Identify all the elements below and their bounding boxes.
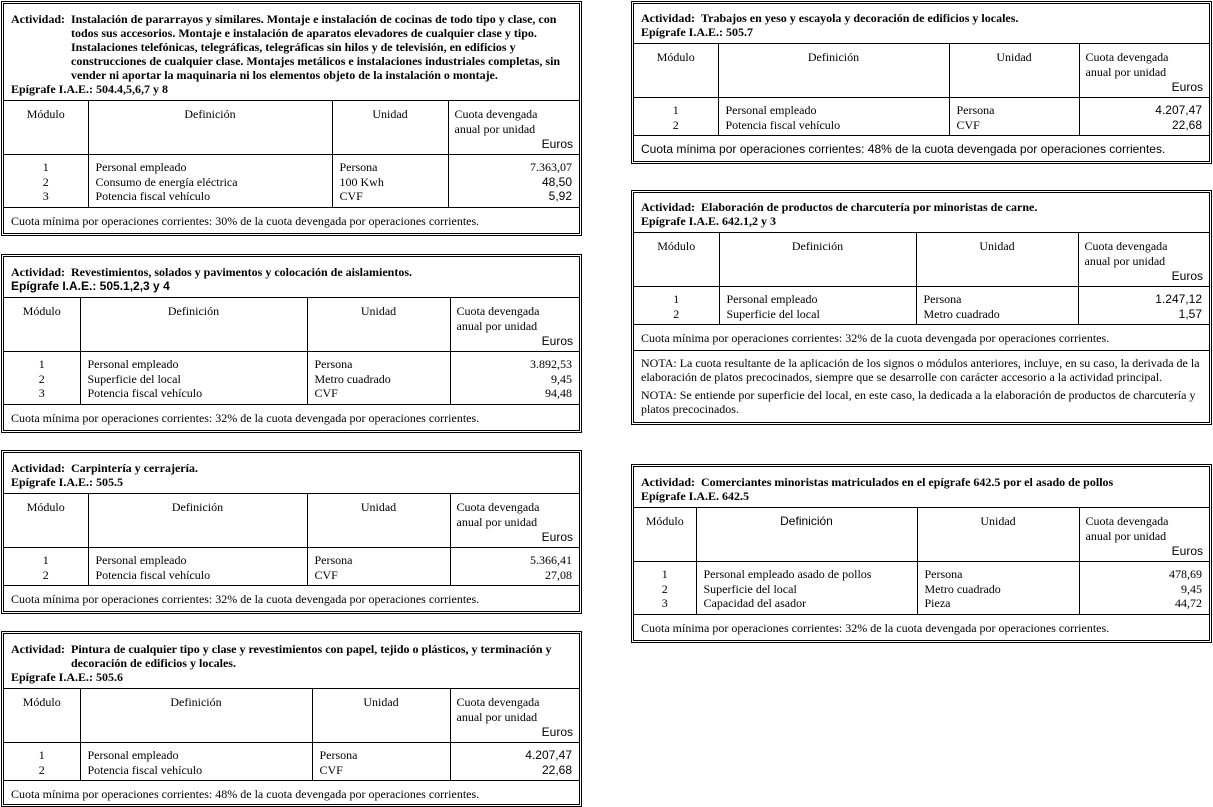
cuota-cell: 478,69 9,45 44,72 bbox=[1079, 562, 1209, 614]
notes bbox=[634, 350, 1209, 422]
activity-text: Revestimientos, solados y pavimentos y colocación de aislamientos. bbox=[71, 265, 412, 279]
col-cuota: Cuota devengada anual por unidad Euros bbox=[1079, 44, 1209, 98]
col-unidad: Unidad bbox=[917, 508, 1079, 562]
cuota-cell: 3.892,53 9,45 94,48 bbox=[450, 352, 579, 404]
col-cuota: Cuota devengada anual por unidad Euros bbox=[450, 689, 579, 743]
definicion-cell: Personal empleado Potencia fiscal vehículo bbox=[718, 98, 949, 136]
col-cuota: Cuota devengada anual por unidad Euros bbox=[448, 101, 579, 155]
epigrafe: Epígrafe I.A.E.: 505.1,2,3 y 4 bbox=[11, 279, 170, 293]
activity-label: Actividad: bbox=[641, 475, 695, 489]
col-definicion: Definición bbox=[88, 494, 307, 548]
module-table-505-6 bbox=[3, 633, 580, 805]
col-modulo: Módulo bbox=[634, 233, 719, 287]
note-paragraph: NOTA: La cuota resultante de la aplicación de los signos o módulos anteriores, incluye, en su caso, la derivada de la elaboración de platos precocinados, siempre que se desarrolle con carácter accesorio a la actividad principal. bbox=[641, 356, 1200, 384]
epigrafe: Epígrafe I.A.E.: 505.5 bbox=[11, 475, 123, 489]
module-table-505-7 bbox=[633, 3, 1210, 162]
cuota-cell: 4.207,47 22,68 bbox=[1079, 98, 1209, 136]
col-modulo: Módulo bbox=[4, 298, 80, 352]
table-body bbox=[634, 98, 1209, 136]
module-table-642-5 bbox=[633, 466, 1210, 641]
activity-text: Trabajos en yeso y escayola y decoración de edificios y locales. bbox=[701, 11, 1019, 25]
activity-text: Carpintería y cerrajería. bbox=[71, 461, 198, 475]
footer-note: Cuota mínima por operaciones corrientes: 48% de la cuota devengada por operaciones corrientes. bbox=[634, 135, 1209, 161]
table-body bbox=[4, 743, 579, 781]
unidad-cell: Persona Metro cuadrado bbox=[916, 287, 1078, 325]
epigrafe: Epígrafe I.A.E. 642.5 bbox=[641, 489, 749, 503]
column-header-row bbox=[634, 233, 1209, 287]
col-definicion: Definición bbox=[696, 508, 917, 562]
table-body bbox=[4, 352, 579, 404]
definicion-cell: Personal empleado Superficie del local bbox=[719, 287, 916, 325]
module-table-505-5 bbox=[3, 452, 580, 612]
activity-text: Instalación de pararrayos y similares. Montaje e instalación de cocinas de todo tipo y clase, con todos sus accesorios. Montaje e instalación de aparatos elevadores de cualquier clase y tipo. Instalaciones telefónicas, telegráficas, telegráficas sin hilos y de televisión, en edificios y construcciones de cualquier clase. Montajes metálicos e instalaciones industriales completas, sin vender ni aportar la maquinaria ni los elementos objeto de la instalación o montaje. bbox=[71, 12, 561, 82]
column-header-row bbox=[4, 101, 579, 155]
activity-label: Actividad: bbox=[11, 12, 65, 26]
col-definicion: Definición bbox=[80, 689, 312, 743]
definicion-cell: Personal empleado Superficie del local Potencia fiscal vehículo bbox=[80, 352, 307, 404]
col-unidad: Unidad bbox=[916, 233, 1078, 287]
table-header bbox=[4, 634, 579, 688]
activity-label: Actividad: bbox=[641, 11, 695, 25]
module-grid bbox=[4, 493, 579, 585]
modulo-cell: 1 2 3 bbox=[38, 357, 45, 400]
column-header-row bbox=[4, 494, 579, 548]
column-header-row bbox=[4, 689, 579, 743]
footer-note: Cuota mínima por operaciones corrientes: 30% de la cuota devengada por operaciones corrientes. bbox=[4, 207, 579, 233]
cuota-cell: 1.247,12 1,57 bbox=[1078, 287, 1209, 325]
table-body bbox=[634, 287, 1209, 325]
cuota-cell: 4.207,47 22,68 bbox=[450, 743, 579, 781]
note-paragraph: NOTA: Se entiende por superficie del local, en este caso, la dedicada a la elaboración de productos de charcutería y platos precocinados. bbox=[641, 388, 1196, 416]
column-header-row bbox=[4, 298, 579, 352]
col-definicion: Definición bbox=[719, 233, 916, 287]
module-table-504 bbox=[3, 3, 580, 234]
module-grid bbox=[4, 297, 579, 404]
module-grid bbox=[634, 507, 1209, 614]
col-cuota: Cuota devengada anual por unidad Euros bbox=[1078, 233, 1209, 287]
table-header bbox=[4, 4, 579, 100]
col-cuota: Cuota devengada anual por unidad Euros bbox=[450, 298, 579, 352]
footer-note: Cuota mínima por operaciones corrientes: 32% de la cuota devengada por operaciones corrientes. bbox=[4, 404, 579, 430]
module-grid bbox=[634, 232, 1209, 324]
modulo-cell: 1 2 3 bbox=[661, 567, 668, 610]
table-header bbox=[634, 467, 1209, 507]
col-definicion: Definición bbox=[718, 44, 949, 98]
modulo-cell: 1 2 bbox=[672, 103, 679, 132]
activity-text: Pintura de cualquier tipo y clase y revestimientos con papel, tejido o plásticos, y terminación y decoración de edificios y locales. bbox=[71, 642, 552, 670]
col-unidad: Unidad bbox=[312, 689, 450, 743]
table-header bbox=[634, 193, 1209, 232]
cuota-cell: 5.366,41 27,08 bbox=[450, 548, 579, 586]
footer-note: Cuota mínima por operaciones corrientes: 48% de la cuota devengada por operaciones corrientes. bbox=[4, 780, 579, 804]
footer-note: Cuota mínima por operaciones corrientes: 32% de la cuota devengada por operaciones corrientes. bbox=[634, 614, 1209, 640]
epigrafe: Epígrafe I.A.E.: 505.6 bbox=[11, 670, 123, 684]
col-definicion: Definición bbox=[80, 298, 307, 352]
col-modulo: Módulo bbox=[634, 508, 696, 562]
column-header-row bbox=[634, 508, 1209, 562]
module-grid bbox=[634, 43, 1209, 135]
col-unidad: Unidad bbox=[949, 44, 1079, 98]
unidad-cell: Persona Metro cuadrado Pieza bbox=[917, 562, 1079, 614]
unidad-cell: Persona CVF bbox=[949, 98, 1079, 136]
epigrafe: Epígrafe I.A.E.: 504.4,5,6,7 y 8 bbox=[11, 82, 168, 96]
activity-text: Comerciantes minoristas matriculados en el epígrafe 642.5 por el asado de pollos bbox=[701, 475, 1114, 489]
footer-note: Cuota mínima por operaciones corrientes: 32% de la cuota devengada por operaciones corrientes. bbox=[4, 585, 579, 611]
col-unidad: Unidad bbox=[307, 494, 450, 548]
table-body bbox=[4, 548, 579, 586]
col-modulo: Módulo bbox=[4, 494, 88, 548]
activity-label: Actividad: bbox=[11, 461, 65, 475]
definicion-cell: Personal empleado Potencia fiscal vehículo bbox=[88, 548, 307, 586]
col-cuota: Cuota devengada anual por unidad Euros bbox=[450, 494, 579, 548]
definicion-cell: Personal empleado Consumo de energía eléctrica Potencia fiscal vehículo bbox=[88, 155, 332, 207]
table-header bbox=[634, 4, 1209, 43]
modulo-cell: 1 2 bbox=[38, 748, 45, 777]
definicion-cell: Personal empleado Potencia fiscal vehículo bbox=[80, 743, 312, 781]
col-modulo: Módulo bbox=[4, 101, 88, 155]
table-header bbox=[4, 453, 579, 493]
column-header-row bbox=[634, 44, 1209, 98]
unidad-cell: Persona Metro cuadrado CVF bbox=[307, 352, 450, 404]
unidad-cell: Persona CVF bbox=[312, 743, 450, 781]
modulo-cell: 1 2 bbox=[42, 553, 49, 582]
col-cuota: Cuota devengada anual por unidad Euros bbox=[1079, 508, 1209, 562]
activity-label: Actividad: bbox=[11, 642, 65, 656]
table-body bbox=[4, 155, 579, 207]
unidad-cell: Persona 100 Kwh CVF bbox=[332, 155, 448, 207]
footer-note: Cuota mínima por operaciones corrientes: 32% de la cuota devengada por operaciones corrientes. bbox=[634, 324, 1209, 350]
modulo-cell: 1 2 bbox=[673, 292, 680, 321]
col-definicion: Definición bbox=[88, 101, 332, 155]
module-table-642-1 bbox=[633, 192, 1210, 423]
unidad-cell: Persona CVF bbox=[307, 548, 450, 586]
table-header bbox=[4, 257, 579, 297]
definicion-cell: Personal empleado asado de pollos Superficie del local Capacidad del asador bbox=[696, 562, 917, 614]
module-grid bbox=[4, 100, 579, 207]
col-unidad: Unidad bbox=[332, 101, 448, 155]
activity-text: Elaboración de productos de charcutería por minoristas de carne. bbox=[701, 200, 1038, 214]
col-modulo: Módulo bbox=[634, 44, 718, 98]
module-grid bbox=[4, 688, 579, 780]
col-modulo: Módulo bbox=[4, 689, 80, 743]
epigrafe: Epígrafe I.A.E.: 505.7 bbox=[641, 25, 753, 39]
module-table-505-1 bbox=[3, 256, 580, 431]
table-body bbox=[634, 562, 1209, 614]
col-unidad: Unidad bbox=[307, 298, 450, 352]
activity-label: Actividad: bbox=[641, 200, 695, 214]
cuota-cell: 7.363,07 48,50 5,92 bbox=[448, 155, 579, 207]
epigrafe: Epígrafe I.A.E. 642.1,2 y 3 bbox=[641, 214, 776, 228]
modulo-cell: 1 2 3 bbox=[42, 160, 49, 203]
activity-label: Actividad: bbox=[11, 265, 65, 279]
